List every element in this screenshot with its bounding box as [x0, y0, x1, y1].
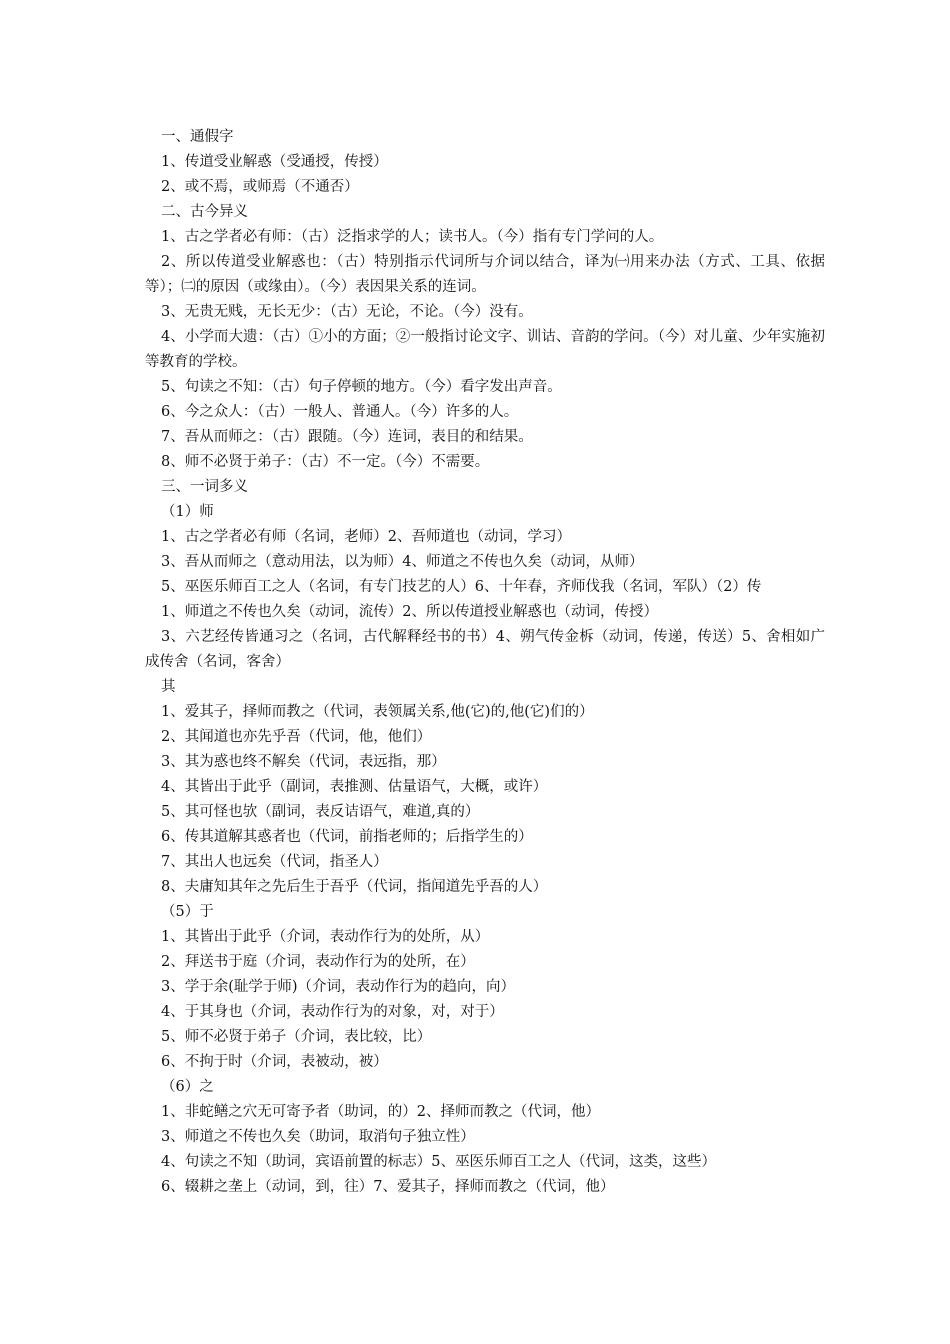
- text-line: 2、或不焉，或师焉（不通否）: [161, 179, 359, 195]
- text-line: 1、传道受业解惑（受通授，传授）: [161, 154, 388, 170]
- text-line: 1、古之学者必有师：（古）泛指求学的人；读书人。（今）指有专门学问的人。: [161, 229, 664, 245]
- text-line: 4、于其身也（介词，表动作行为的对象，对，对于）: [161, 1004, 504, 1020]
- section-heading: 二、古今异义: [161, 204, 248, 220]
- text-line: 6、今之众人：（古）一般人、普通人。（今）许多的人。: [161, 404, 519, 420]
- text-line: 3、无贵无贱，无长无少：（古）无论，不论。（今）没有。: [161, 304, 533, 320]
- text-line: 3、师道之不传也久矣（助词，取消句子独立性）: [161, 1129, 475, 1145]
- text-line: 3、吾从而师之（意动用法，以为师）4、师道之不传也久矣（动词，从师）: [161, 554, 644, 570]
- text-line: 3、学于余(耻学于师)（介词，表动作行为的趋向，向）: [161, 979, 516, 995]
- subsection-heading: （6）之: [161, 1079, 214, 1095]
- text-line: 1、非蛇鳝之穴无可寄予者（助词，的）2、择师而教之（代词，他）: [161, 1104, 600, 1120]
- text-line: 6、辍耕之垄上（动词，到，往）7、爱其子，择师而教之（代词，他）: [161, 1179, 615, 1195]
- text-line: 3、六艺经传皆通习之（名词，古代解释经书的书）4、朔气传金柝（动词，传递，传送）5、舍相如广成传舍（名词，客舍）: [145, 629, 825, 670]
- text-line: 5、师不必贤于弟子（介词，表比较，比）: [161, 1029, 432, 1045]
- subsection-heading: （5）于: [161, 904, 214, 920]
- text-line: 8、师不必贤于弟子：（古）不一定。（今）不需要。: [161, 454, 490, 470]
- text-line: 1、师道之不传也久矣（动词，流传）2、所以传道授业解惑也（动词，传授）: [161, 604, 658, 620]
- text-line: 7、其出人也远矣（代词，指圣人）: [161, 854, 388, 870]
- section-heading: 一、通假字: [161, 129, 234, 145]
- text-line: 6、传其道解其惑者也（代词，前指老师的；后指学生的）: [161, 829, 533, 845]
- subsection-heading: 其: [161, 679, 176, 695]
- text-line: 2、拜送书于庭（介词，表动作行为的处所，在）: [161, 954, 475, 970]
- text-line: 1、古之学者必有师（名词，老师）2、吾师道也（动词，学习）: [161, 529, 571, 545]
- text-line: 4、小学而大遗：（古）①小的方面；②一般指讨论文字、训诂、音韵的学问。（今）对儿童、少年实施初等教育的学校。: [145, 329, 825, 370]
- text-line: 4、句读之不知（助词，宾语前置的标志）5、巫医乐师百工之人（代词，这类，这些）: [161, 1154, 716, 1170]
- text-line: 2、其闻道也亦先乎吾（代词，他，他们）: [161, 729, 432, 745]
- text-line: 8、夫庸知其年之先后生于吾乎（代词，指闻道先乎吾的人）: [161, 879, 548, 895]
- text-line: 3、其为惑也终不解矣（代词，表远指，那）: [161, 754, 446, 770]
- text-line: 1、其皆出于此乎（介词，表动作行为的处所，从）: [161, 929, 490, 945]
- text-line: 1、爱其子，择师而教之（代词，表领属关系,他(它)的,他(它)们的）: [161, 704, 594, 720]
- subsection-heading: （1）师: [161, 504, 214, 520]
- text-line: 4、其皆出于此乎（副词，表推测、估量语气，大概，或许）: [161, 779, 548, 795]
- document-body: [145, 125, 825, 1200]
- section-heading: 三、一词多义: [161, 479, 248, 495]
- text-line: 7、吾从而师之：（古）跟随。（今）连词，表目的和结果。: [161, 429, 533, 445]
- text-line: 5、句读之不知：（古）句子停顿的地方。（今）看字发出声音。: [161, 379, 562, 395]
- text-line: 5、其可怪也欤（副词，表反诘语气，难道,真的）: [161, 804, 480, 820]
- text-line: 6、不拘于时（介词，表被动，被）: [161, 1054, 388, 1070]
- text-line: 5、巫医乐师百工之人（名词，有专门技艺的人）6、十年春，齐师伐我（名词，军队）（2）传: [161, 579, 762, 595]
- text-line: 2、所以传道受业解惑也：（古）特别指示代词所与介词以结合，译为㈠用来办法（方式、工具、依据等）；㈡的原因（或缘由）。（今）表因果关系的连词。: [145, 254, 825, 295]
